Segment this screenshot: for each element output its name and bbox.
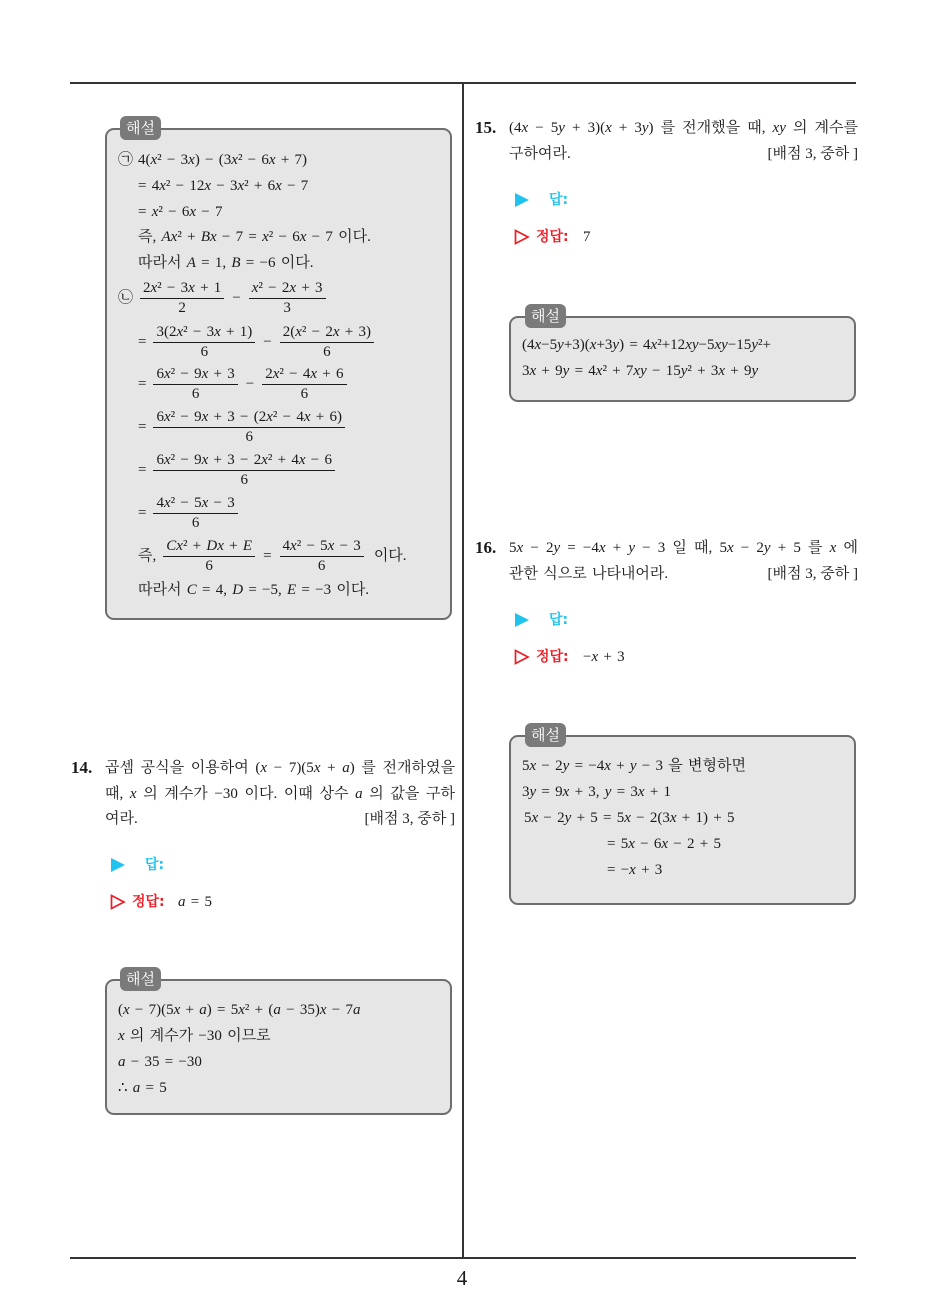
solution-box-continued — [105, 119, 452, 620]
math-variable: x — [176, 323, 184, 340]
fraction — [153, 451, 335, 490]
question-last-line — [509, 144, 858, 164]
math-variable: D — [206, 537, 218, 554]
math-variable: x — [217, 537, 224, 554]
math-variable: B — [200, 229, 210, 245]
math-variable: x — [188, 279, 195, 296]
math-variable: x — [163, 451, 171, 468]
math-variable: x — [290, 537, 297, 554]
math-variable: x — [332, 323, 340, 340]
math-variable: a — [118, 1054, 126, 1070]
math-variable: x — [201, 365, 209, 382]
math-variable: a — [132, 1080, 141, 1096]
correct-answer-label: 정답: — [536, 229, 569, 245]
fraction-numerator: Cx² + Dx + E — [163, 537, 255, 557]
math-variable: x — [237, 178, 245, 194]
math-variable: B — [231, 255, 241, 271]
solution-line: 4(x² − 3x) − (3x² − 6x + 7) — [138, 152, 308, 168]
math-variable: x — [150, 152, 158, 168]
part-b-marker: ㉡ — [118, 290, 134, 306]
math-variable: x — [669, 810, 677, 826]
math-variable: x — [268, 152, 276, 168]
solution-line: ∴ a = 5 — [118, 1080, 167, 1096]
math-variable: x — [661, 836, 669, 852]
fraction-numerator: 3(2x² − 3x + 1) — [153, 323, 255, 343]
math-variable: x — [327, 537, 335, 554]
math-variable: y — [641, 120, 649, 136]
triangle-shape — [516, 651, 529, 664]
math-variable: a — [355, 786, 363, 802]
solution-line: x 의 계수가 −30 이므로 — [118, 1028, 271, 1044]
solution-line: (4x−5y+3)(x+3y) = 4x²+12xy−5xy−15y²+ — [522, 337, 771, 353]
fraction-denominator: 6 — [300, 385, 309, 402]
score-tag: [배점 3, 중하 ] — [364, 811, 455, 827]
fraction-numerator: 6x² − 9x + 3 − 2x² + 4x − 6 — [153, 451, 335, 471]
fraction-denominator: 6 — [245, 428, 253, 445]
math-variable: a — [273, 1002, 281, 1018]
fraction — [280, 323, 374, 362]
operator: − — [263, 334, 272, 350]
math-variable: x — [604, 758, 611, 774]
fraction-numerator: 4x² − 5x − 3 — [153, 494, 237, 514]
math-variable: x — [589, 337, 597, 353]
correct-answer-value: 7 — [583, 229, 591, 245]
math-variable: x — [262, 229, 269, 245]
math-variable: y — [779, 120, 786, 136]
math-variable: C — [186, 582, 197, 598]
math-variable: x — [605, 120, 612, 136]
solution-label: 해설 — [120, 967, 161, 991]
math-variable: y — [680, 363, 688, 379]
math-variable: x — [260, 760, 268, 776]
math-variable: a — [342, 760, 350, 776]
math-variable: x — [650, 337, 658, 353]
math-variable: E — [286, 582, 297, 598]
math-variable: x — [598, 540, 606, 556]
math-variable: x — [275, 178, 282, 194]
math-variable: x — [714, 337, 722, 353]
fraction-denominator: 6 — [200, 343, 209, 360]
fraction — [163, 537, 255, 576]
math-variable: x — [261, 451, 268, 468]
math-variable: y — [751, 337, 758, 353]
filled-right-triangle-icon — [110, 857, 126, 873]
math-variable: C — [166, 537, 177, 554]
math-variable: x — [685, 337, 692, 353]
fraction-numerator: 4x² − 5x − 3 — [280, 537, 364, 557]
triangle-shape — [111, 858, 125, 872]
answer-prompt-label: 답: — [549, 192, 569, 208]
part-a-marker: ㉠ — [118, 152, 134, 168]
math-variable: a — [352, 1002, 361, 1018]
fraction-step — [138, 362, 349, 406]
step-prefix: 즉, — [138, 548, 157, 564]
solution-label: 해설 — [120, 116, 161, 140]
question-number: 14. — [71, 758, 93, 777]
solution-line: a − 35 = −30 — [118, 1054, 202, 1070]
correct-answer-label: 정답: — [536, 649, 569, 665]
question-text-line: 곱셈 공식을 이용하여 (x − 7)(5x + a) 를 전개하였을 — [105, 760, 456, 776]
fraction — [249, 279, 326, 318]
fraction — [280, 537, 364, 576]
math-variable: y — [612, 337, 620, 353]
math-variable: x — [629, 862, 636, 878]
math-variable: y — [562, 758, 570, 774]
math-variable: x — [201, 408, 209, 425]
operator: − — [245, 376, 255, 392]
bottom-rule — [70, 1257, 856, 1259]
math-variable: a — [199, 1002, 207, 1018]
math-variable: x — [163, 494, 171, 511]
math-variable: x — [298, 451, 306, 468]
triangle-shape — [515, 193, 529, 207]
math-variable: x — [204, 178, 212, 194]
math-variable: x — [201, 494, 209, 511]
math-variable: x — [118, 1028, 125, 1044]
solution-line: (x − 7)(5x + a) = 5x² + (a − 35)x − 7a — [118, 1002, 361, 1018]
math-variable: x — [289, 279, 297, 296]
solution-box — [509, 726, 856, 905]
math-variable: x — [718, 363, 726, 379]
math-variable: y — [604, 784, 612, 800]
page-number: 4 — [456, 1266, 468, 1290]
filled-right-triangle-icon — [514, 612, 530, 628]
solution-line: 따라서 A = 1, B = −6 이다. — [138, 255, 314, 271]
math-variable: x — [529, 363, 537, 379]
math-variable: x — [591, 649, 599, 665]
math-variable: E — [242, 537, 253, 554]
math-variable: x — [201, 451, 209, 468]
math-variable: y — [529, 784, 537, 800]
fraction-numerator: 2x² − 3x + 1 — [140, 279, 224, 299]
equals-sign: = — [138, 419, 147, 435]
math-variable: x — [231, 152, 238, 168]
math-variable: y — [691, 337, 699, 353]
correct-answer-value: a = 5 — [178, 894, 212, 910]
triangle-shape — [112, 896, 125, 909]
equals-sign: = — [138, 334, 147, 350]
fraction — [153, 365, 237, 404]
score-tag: [배점 3, 중하 ] — [767, 566, 858, 582]
solution-label: 해설 — [525, 304, 566, 328]
math-variable: x — [624, 810, 631, 826]
outline-right-triangle-icon — [514, 229, 530, 245]
math-variable: A — [186, 255, 196, 271]
operator: = — [263, 548, 272, 564]
fraction — [262, 365, 346, 404]
question-text-line: 관한 식으로 나타내어라. — [509, 566, 669, 582]
solution-line: = x² − 6x − 7 — [138, 204, 223, 220]
math-variable: y — [557, 337, 564, 353]
filled-right-triangle-icon — [514, 192, 530, 208]
math-variable: x — [531, 810, 539, 826]
solution-line: = 5x − 6x − 2 + 5 — [607, 836, 721, 852]
math-variable: y — [763, 540, 771, 556]
math-variable: y — [629, 758, 637, 774]
math-variable: x — [266, 408, 273, 425]
operator: − — [232, 290, 241, 306]
math-variable: A — [161, 229, 171, 245]
math-variable: x — [214, 323, 221, 340]
equals-sign: = — [138, 376, 147, 392]
math-variable: x — [595, 363, 603, 379]
triangle-shape — [516, 231, 529, 244]
solution-box — [509, 307, 856, 402]
solution-line: 즉, Ax² + Bx − 7 = x² − 6x − 7 이다. — [138, 229, 371, 245]
math-variable: x — [521, 120, 529, 136]
question-number: 16. — [475, 538, 497, 557]
correct-answer-value: −x + 3 — [583, 649, 625, 665]
math-variable: x — [238, 1002, 245, 1018]
math-variable: x — [562, 784, 570, 800]
fraction-step — [138, 491, 240, 535]
fraction-numerator: 6x² − 9x + 3 − (2x² − 4x + 6) — [153, 408, 345, 428]
fraction-step — [138, 534, 407, 578]
solution-conclusion: 따라서 C = 4, D = −5, E = −3 이다. — [138, 582, 370, 598]
fraction — [140, 279, 224, 318]
math-variable: x — [633, 363, 641, 379]
fraction-numerator: x² − 2x + 3 — [249, 279, 326, 299]
question-text-line: 5x − 2y = −4x + y − 3 일 때, 5x − 2y + 5 를 x 에 — [509, 540, 858, 556]
fraction-step — [138, 448, 337, 492]
math-variable: x — [123, 1002, 130, 1018]
column-divider — [462, 83, 464, 1258]
equals-sign: = — [138, 505, 147, 521]
solution-line: 3x + 9y = 4x² + 7xy − 15y² + 3x + 9y — [522, 363, 759, 379]
math-variable: x — [516, 540, 524, 556]
fraction-numerator: 2x² − 4x + 6 — [262, 365, 346, 385]
math-variable: x — [529, 758, 537, 774]
math-variable: x — [637, 784, 645, 800]
math-variable: y — [751, 363, 759, 379]
answer-prompt-label: 답: — [145, 857, 165, 873]
math-variable: y — [721, 337, 728, 353]
question-text-line: 구하여라. — [509, 146, 571, 162]
math-variable: x — [170, 229, 178, 245]
solution-line: = −x + 3 — [607, 862, 663, 878]
math-variable: x — [176, 537, 183, 554]
math-variable: y — [628, 540, 635, 556]
question-text-line: 때, x 의 계수가 −30 이다. 이때 상수 a 의 값을 구하 — [105, 786, 456, 802]
math-variable: y — [562, 363, 570, 379]
solution-box — [105, 970, 452, 1115]
step-suffix: 이다. — [373, 548, 407, 564]
math-variable: x — [303, 408, 311, 425]
question-text-line: (4x − 5y + 3)(x + 3y) 를 전개했을 때, xy 의 계수를 — [509, 120, 859, 136]
fraction-denominator: 6 — [191, 385, 200, 402]
fraction-numerator: 6x² − 9x + 3 — [153, 365, 237, 385]
fraction-step — [138, 405, 347, 449]
fraction-step — [138, 320, 376, 364]
correct-answer-label: 정답: — [132, 894, 165, 910]
question-last-line — [105, 809, 455, 829]
fraction-denominator: 6 — [240, 471, 248, 488]
fraction-numerator: 2(x² − 2x + 3) — [280, 323, 374, 343]
fraction-denominator: 2 — [178, 299, 186, 316]
question-text-line: 여라. — [105, 811, 138, 827]
math-variable: x — [189, 204, 197, 220]
math-variable: x — [188, 152, 195, 168]
question-last-line — [509, 564, 858, 584]
math-variable: x — [209, 229, 217, 245]
solution-line: 3y = 9x + 3, y = 3x + 1 — [522, 784, 672, 800]
score-tag: [배점 3, 중하 ] — [767, 146, 858, 162]
math-variable: x — [534, 337, 542, 353]
question-number: 15. — [475, 118, 497, 137]
math-variable: x — [272, 365, 280, 382]
answer-prompt-label: 답: — [549, 612, 569, 628]
solution-line: = 4x² − 12x − 3x² + 6x − 7 — [138, 178, 309, 194]
solution-line: 5x − 2y = −4x + y − 3 을 변형하면 — [522, 758, 746, 774]
math-variable: x — [628, 836, 635, 852]
fraction-denominator: 6 — [317, 557, 326, 574]
math-variable: x — [319, 1002, 327, 1018]
solution-line: 5x − 2y + 5 = 5x − 2(3x + 1) + 5 — [524, 810, 735, 826]
math-variable: x — [251, 279, 259, 296]
math-variable: x — [310, 365, 318, 382]
fraction — [153, 494, 237, 533]
math-variable: x — [299, 229, 307, 245]
solution-label: 해설 — [525, 723, 566, 747]
math-variable: y — [558, 120, 565, 136]
math-variable: x — [829, 540, 837, 556]
math-variable: x — [295, 323, 302, 340]
math-variable: x — [772, 120, 780, 136]
math-variable: y — [553, 540, 561, 556]
math-variable: x — [151, 204, 159, 220]
math-variable: y — [564, 810, 572, 826]
triangle-shape — [515, 613, 529, 627]
math-variable: x — [313, 760, 321, 776]
math-variable: x — [163, 365, 171, 382]
math-variable: x — [163, 408, 171, 425]
math-variable: y — [640, 363, 647, 379]
outline-right-triangle-icon — [514, 649, 530, 665]
math-variable: x — [726, 540, 734, 556]
math-variable: x — [173, 1002, 181, 1018]
fraction — [153, 323, 255, 362]
math-variable: x — [129, 786, 137, 802]
math-variable: x — [150, 279, 158, 296]
fraction-denominator: 6 — [323, 343, 331, 360]
fraction-step — [138, 276, 328, 320]
math-variable: D — [232, 582, 244, 598]
fraction — [153, 408, 345, 447]
outline-right-triangle-icon — [110, 894, 126, 910]
fraction-denominator: 6 — [205, 557, 213, 574]
math-variable: a — [178, 894, 186, 910]
fraction-denominator: 3 — [283, 299, 291, 316]
fraction-denominator: 6 — [191, 514, 200, 531]
equals-sign: = — [138, 462, 147, 478]
math-variable: x — [159, 178, 166, 194]
